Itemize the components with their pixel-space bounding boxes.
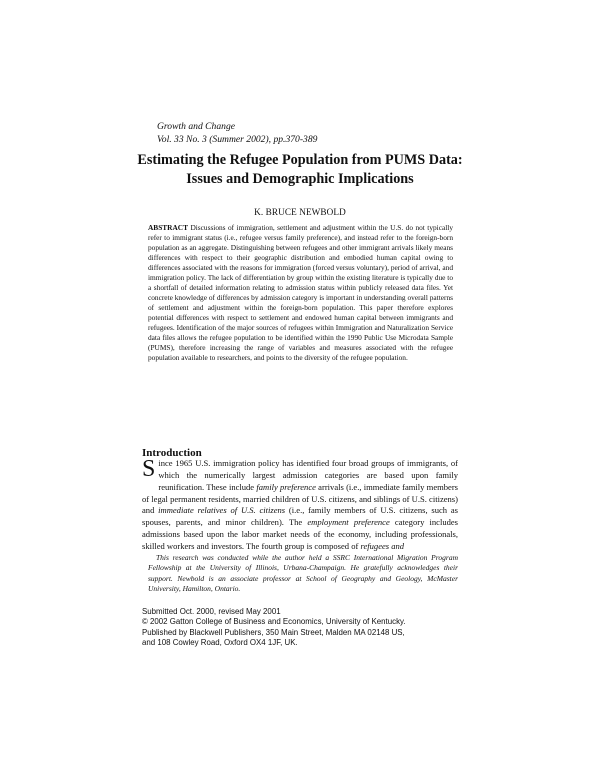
journal-citation: Vol. 33 No. 3 (Summer 2002), pp.370-389 [157, 133, 318, 145]
article-title [100, 151, 500, 189]
publication-info [142, 607, 406, 649]
intro-text-4: category includes admissions based upon the labor market needs of the economy, including professionals, skilled workers and investors. The fourth group is composed of [142, 517, 458, 551]
journal-name: Growth and Change [157, 121, 235, 132]
publisher-line-1: Published by Blackwell Publishers, 350 Main Street, Malden MA 02148 US, [142, 627, 405, 637]
copyright-notice: © 2002 Gatton College of Business and Economics, University of Kentucky. [142, 617, 406, 627]
abstract [148, 223, 453, 363]
journal-header [157, 121, 317, 146]
introduction-heading: Introduction [142, 447, 202, 459]
drop-cap: S [142, 456, 156, 482]
publisher-line-2: and 108 Cowley Road, Oxford OX4 1JF, UK. [142, 638, 298, 648]
author-name: K. BRUCE NEWBOLD [254, 207, 346, 217]
footnote-text: This research was conducted while the author held a SSRC International Migration Program Fellowship at the University of Illinois, Urbana-Champaign. He gratefully acknowledges their support. Newbold is an associate professor at School of Geography and Geology, McMaster University, Hamilton, Ontario. [148, 553, 458, 594]
abstract-text: Discussions of immigration, settlement and adjustment within the U.S. do not typically refer to immigrant status (i.e., refugee versus family preference), and instead refer to the foreign-born population as an aggregate. Distinguishing between refugees and other immigrant arrivals likely means differences with respect to their geographic distribution and embodied human capital owing to differences associated with the reasons for immigration (forced versus voluntary), period of arrival, and immigration policy. The lack of differentiation by group within the existing literature is typically due to a shortfall of detailed information relating to admission status within publicly released data files. Yet concrete knowledge of differences by admission category is important in understanding overall patterns of settlement and adjustment within the foreign-born population. This paper therefore explores potential differences with respect to settlement and endowed human capital between immigrants and refugees. Identification of the major sources of refugees within Immigration and Naturalization Service data files allows the refugee population to be identified within the 1990 Public Use Microdata Sample (PUMS), therefore increasing the range of variables and measures associated with the refugee population available to researchers, and points to the diversity of the refugee population. [148, 223, 453, 363]
intro-emphasis-1: family preference [256, 481, 316, 492]
introduction-body [142, 458, 458, 553]
intro-text-1: ince 1965 U.S. immigration policy has identified four broad groups of immigrants, of which the numerically largest admission categories are based upon family reunification. These include [158, 458, 458, 492]
submitted-date: Submitted Oct. 2000, revised May 2001 [142, 607, 281, 616]
intro-text-2: arrivals (i.e., immediate family members of legal permanent residents, married children of U.S. citizens, and siblings of U.S. citizens) and [142, 481, 459, 516]
intro-text-3: (i.e., family members of U.S. citizens, such as spouses, parents, and minor children). The [142, 505, 458, 528]
intro-emphasis-4: refugees and [360, 540, 405, 551]
intro-emphasis-2: immediate relatives of U.S. citizens [158, 505, 286, 516]
abstract-label: ABSTRACT [148, 223, 188, 232]
title-line-2: Issues and Demographic Implications [186, 171, 414, 187]
intro-emphasis-3: employment preference [307, 517, 390, 528]
author-footnote [148, 553, 458, 595]
title-line-1: Estimating the Refugee Population from PUMS Data: [137, 152, 463, 168]
